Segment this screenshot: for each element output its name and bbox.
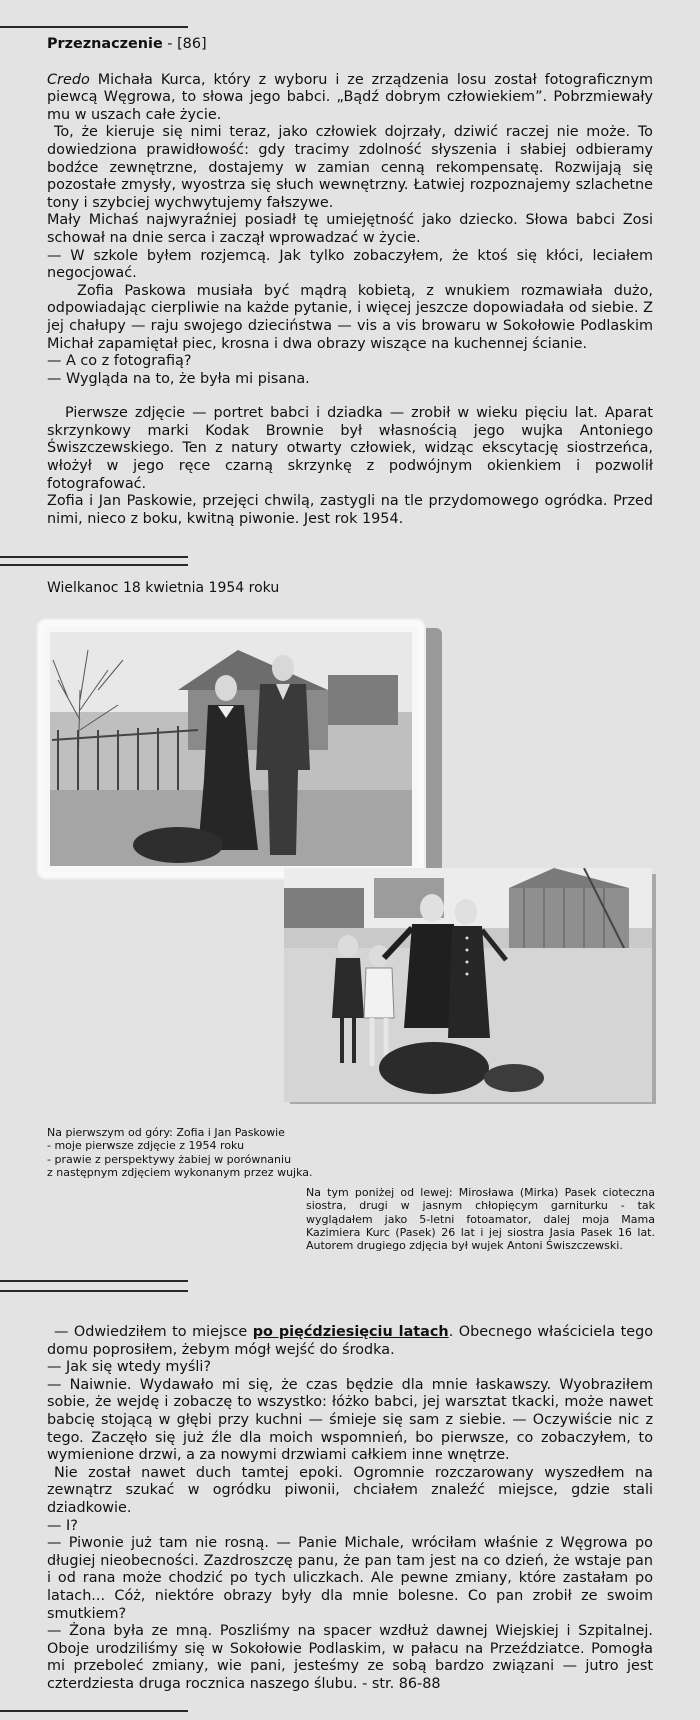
paragraph: Mały Michaś najwyraźniej posiadł tę umiejętność jako dziecko. Słowa babci Zosi schował na dnie serca i zaczął wprowadzać w życie. [47,212,653,246]
photo-family [284,868,652,1102]
section-divider-2a [0,1280,188,1282]
credo-italic: Credo [47,71,90,88]
caption-line: - moje pierwsze zdjęcie z 1954 roku [47,1139,245,1153]
paragraph: — Naiwnie. Wydawało mi się, że czas będzie dla mnie łaskawszy. Wyobraziłem sobie, że wejdę i zobaczę to wszystko: łóżko babci, jej warsztat tkacki, może nawet babcię stojącą w głębi przy kuchni — śmieje się sam z siebie. — Oczywiście nic z tego. Zaczęło się już źle dla moich wspomnień, bo pierwsze, co zobaczyłem, to wymienione drzwi, a za nowymi drzwiami całkiem inne wnętrze. [47,1376,653,1464]
paragraph: Credo Michała Kurca, który z wyboru i ze zrządzenia losu został fotograficznym piewcą Węgrowa, to słowa jego babci. „Bądź dobrym człowiekiem”. Pobrzmiewały mu w uszach całe życie. [47,71,653,123]
photo-grandparents [38,620,424,878]
paragraph: — Wygląda na to, że była mi pisana. [47,370,310,387]
emphasis-underlined: po pięćdziesięciu latach [252,1324,449,1340]
caption-line: Na pierwszym od góry: Zofia i Jan Paskowie [47,1126,285,1139]
paragraph: — Odwiedziłem to miejsce po pięćdziesięciu latach. Obecnego właściciela tego domu poprosiłem, żebym mógł wejść do środka. [47,1324,654,1358]
bottom-rule [0,1710,188,1712]
section-divider-2b [0,1290,188,1292]
heading-page-number: [86] [177,36,207,52]
caption-text: Na tym poniżej od lewej: Mirosława (Mirka) Pasek cioteczna siostra, drugi w jasnym chłopięcym garniturku - tak wyglądałem jako 5-letni fotoamator, dalej moja Mama Kazimiera Kurc (Pasek) 26 lat i jej siostra Jasia Pasek 16 lat. Autorem drugiego zdjęcia był wujek Antoni Świszczewski. [306,1186,655,1253]
paragraph: — W szkole byłem rozjemcą. Jak tylko zobaczyłem, że ktoś się kłóci, leciałem negocjować. [47,247,653,282]
paragraph: Zofia i Jan Paskowie, przejęci chwilą, zastygli na tle przydomowego ogródka. Przed nimi, nieco z boku, kwitną piwonie. Jest rok 1954. [47,493,653,527]
paragraph: — A co z fotografią? [47,353,192,370]
caption-line: - prawie z perspektywy żabiej w porównaniu [47,1152,292,1166]
paragraph: — Piwonie już tam nie rosną. — Panie Michale, wróciłam właśnie z Węgrowa po długiej nieobecności. Zazdroszczę panu, że pan tam jest na co dzień, że wstaje pan i od rana może chodzić po tych uliczkach. Ale pewne zmiany, które zastałam po latach... Cóż, niektóre obrazy były dla mnie bolesne. Co pan zrobił ze swoim smutkiem? [47,1535,653,1622]
paragraph: Pierwsze zdjęcie — portret babci i dziadka — zrobił w wieku pięciu lat. Aparat skrzynkowy marki Kodak Brownie był własnością jego wujka Antoniego Świszczewskiego. Ten z natury otwarty człowiek, widząc ekscytację siostrzeńca, włożył w jego ręce czarną skrzynkę z podwójnym okienkiem i pozwolił fotografować. [47,405,653,492]
top-rule [0,26,188,28]
paragraph: — I? [47,1517,78,1534]
right-photo-caption [306,1186,655,1252]
photo-family-image [284,868,652,1102]
heading-separator: - [162,36,178,52]
photo-grandparents-image [38,620,424,878]
paragraph: To, że kieruje się nimi teraz, jako człowiek dojrzały, dziwić raczej nie może. To dowiedziona prawidłowość: gdy tracimy zdolność słyszenia i słabiej odbieramy bodźce zewnętrzne, dostajemy w zamian cenną rekompensatę. Rozwijają się pozostałe zmysły, wyostrza się słuch wewnętrzny. Łatwiej rozpoznajemy szlachetne tony i szybciej wychwytujemy fałszywe. [47,124,653,211]
article-section-1 [47,36,653,528]
left-photo-caption [47,1126,347,1179]
section-heading [47,36,653,54]
section-divider-1b [0,564,188,566]
paragraph: — Jak się wtedy myśli? [47,1359,212,1376]
section-divider-1a [0,556,188,558]
article-section-3 [47,1324,653,1693]
paragraph: Zofia Paskowa musiała być mądrą kobietą, z wnukiem rozmawiała dużo, odpowiadając cierpliwie na każde pytanie, i więcej jeszcze dopowiadała od siebie. Z jej chałupy — raju swojego dzieciństwa — vis a vis browaru w Sokołowie Podlaskim Michał zapamiętał piec, krosna i dwa obrazy wiszące na kuchennej ścianie. [47,282,653,352]
caption-line: z następnym zdjęciem wykonanym przez wujka. [47,1165,313,1179]
photo-caption-title: Wielkanoc 18 kwietnia 1954 roku [47,580,280,596]
paragraph: — Żona była ze mną. Poszliśmy na spacer wzdłuż dawnej Wiejskiej i Szpitalnej. Oboje urodziliśmy się w Sokołowie Podlaskim, w pałacu na Przeździatce. Pomogła mi przeboleć zmiany, wie pani, jesteśmy ze sobą bardzo związani — jutro jest czterdziesta druga rocznica naszego ślubu. - str. 86-88 [47,1623,653,1692]
paragraph: Nie został nawet duch tamtej epoki. Ogromnie rozczarowany wyszedłem na zewnątrz szukać w ogródku piwonii, chciałem znaleźć miejsce, gdzie stali dziadkowie. [47,1464,653,1516]
heading-title: Przeznaczenie [47,36,163,52]
